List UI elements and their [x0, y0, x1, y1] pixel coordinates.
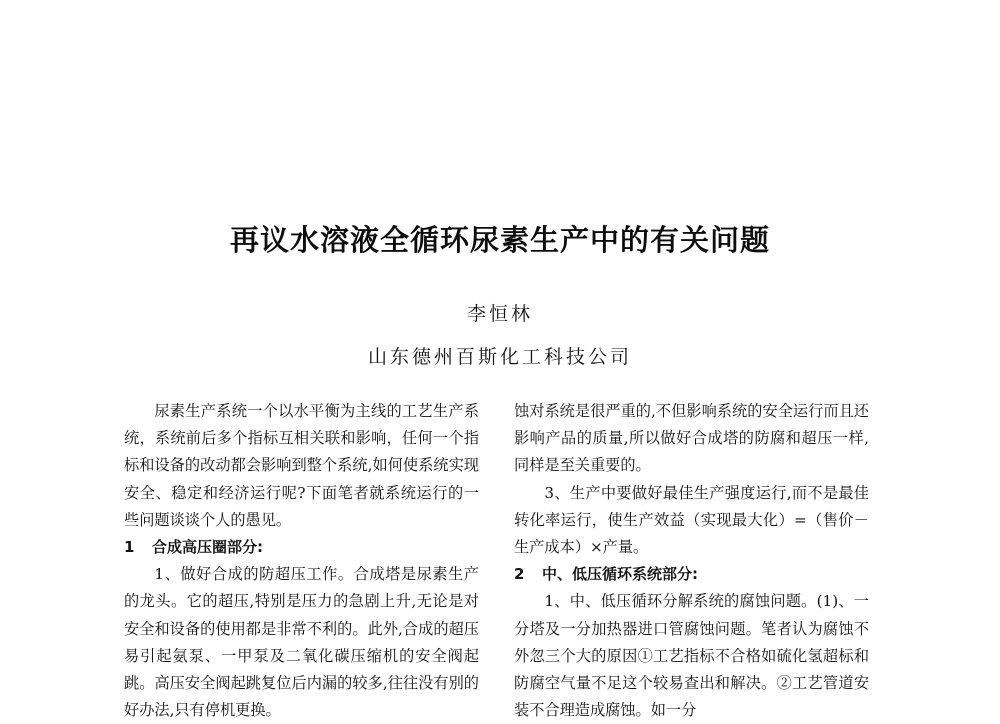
right-column [514, 398, 869, 724]
section-heading-1 [124, 534, 479, 561]
section-title: 合成高压圈部分: [152, 538, 263, 557]
body-paragraph: 1、中、低压循环分解系统的腐蚀问题。(1)、一分塔及一分加热器进口管腐蚀问题。笔者认为腐蚀不外忽三个大的原因①工艺指标不合格如硫化氢超标和防腐空气量不足这个较易查出和解决。②工艺管道安装不合理造成腐蚀。如一分 [514, 592, 869, 720]
section-heading-2 [514, 561, 869, 588]
section-number: 1 [124, 538, 135, 557]
paper-title: 再议水溶液全循环尿素生产中的有关问题 [229, 223, 770, 257]
section-title: 中、低压循环系统部分: [542, 565, 698, 584]
body-paragraph: 3、生产中要做好最佳生产强度运行,而不是最佳转化率运行，使生产效益（实现最大化）=（售价－生产成本）×产量。 [514, 483, 869, 557]
intro-paragraph: 尿素生产系统一个以水平衡为主线的工艺生产系统，系统前后多个指标互相关联和影响，任何一个指标和设备的改动都会影响到整个系统,如何使系统实现安全、稳定和经济运行呢?下面笔者就系统运行的一些问题谈谈个人的愚见。 [124, 402, 479, 529]
continued-paragraph: 蚀对系统是很严重的,不但影响系统的安全运行而且还影响产品的质量,所以做好合成塔的防腐和超压一样,同样是至关重要的。 [514, 402, 869, 475]
section-number: 2 [514, 565, 525, 584]
author-name: 李恒林 [466, 303, 533, 325]
left-column [124, 398, 479, 724]
body-paragraph: 1、做好合成的防超压工作。合成塔是尿素生产的龙头。它的超压,特别是压力的急剧上升,无论是对安全和设备的使用都是非常不利的。此外,合成的超压易引起氨泵、一甲泵及二氧化碳压缩机的安全阀起跳。高压安全阀起跳复位后内漏的较多,往往没有别的好办法,只有停机更换。 [124, 565, 479, 720]
author-affiliation: 山东德州百斯化工科技公司 [367, 346, 632, 368]
